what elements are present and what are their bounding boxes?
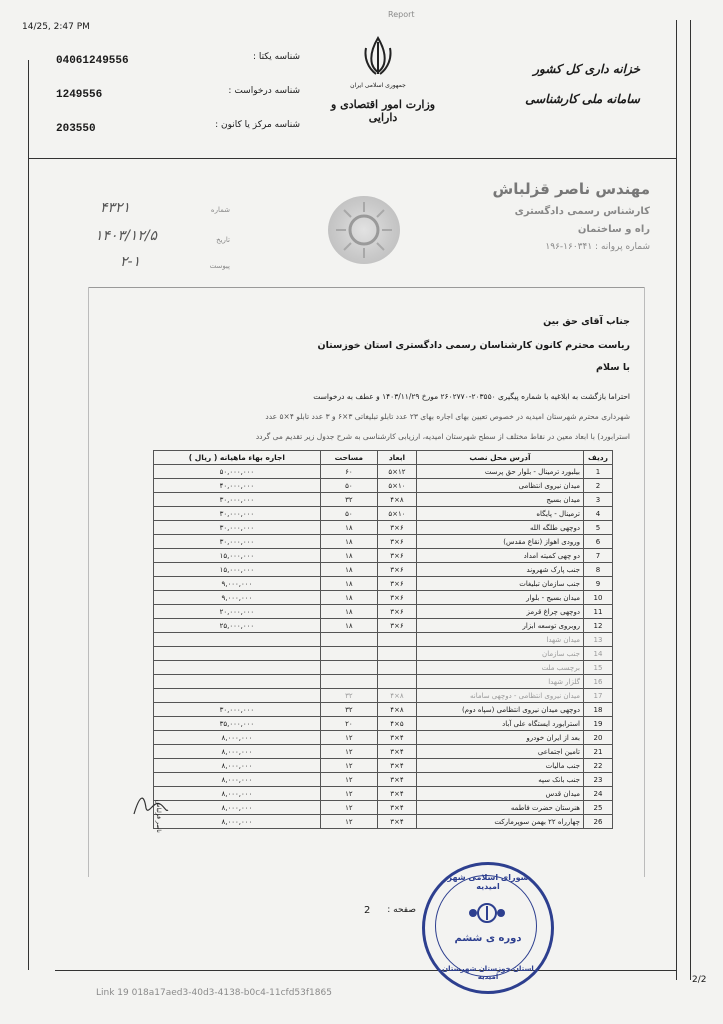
row-rent: ۵۰,۰۰۰,۰۰۰ xyxy=(154,465,321,479)
row-address: استرابورد ایستگاه علی آباد xyxy=(417,717,584,731)
row-rent: ۸,۰۰۰,۰۰۰ xyxy=(154,773,321,787)
row-address: جنب مالیات xyxy=(417,759,584,773)
row-rent: ۸,۰۰۰,۰۰۰ xyxy=(154,787,321,801)
rent-table xyxy=(153,450,613,829)
table-row xyxy=(154,675,613,689)
row-number: 12 xyxy=(584,619,613,633)
row-dims: ۴×۳ xyxy=(377,815,416,829)
row-dims: ۴×۳ xyxy=(377,731,416,745)
row-number: 23 xyxy=(584,773,613,787)
request-id-value: 1249556 xyxy=(56,89,103,101)
row-area xyxy=(320,661,377,675)
table-row xyxy=(154,717,613,731)
row-dims: ۸×۴ xyxy=(377,703,416,717)
col-area: مساحت xyxy=(320,451,377,465)
greeting: با سلام xyxy=(596,362,630,373)
row-rent xyxy=(154,633,321,647)
row-rent: ۸,۰۰۰,۰۰۰ xyxy=(154,731,321,745)
table-row xyxy=(154,787,613,801)
engineer-title: کارشناس رسمی دادگستری xyxy=(514,206,650,217)
row-number: 25 xyxy=(584,801,613,815)
row-dims: ۴×۳ xyxy=(377,745,416,759)
row-number: 14 xyxy=(584,647,613,661)
row-rent: ۳۵,۰۰۰,۰۰۰ xyxy=(154,717,321,731)
table-row xyxy=(154,563,613,577)
center-id-value: 203550 xyxy=(56,123,96,135)
row-address: دوچهی میدان نیروی انتظامی (سپاه دوم) xyxy=(417,703,584,717)
row-dims: ۴×۳ xyxy=(377,773,416,787)
row-area: ۵۰ xyxy=(320,507,377,521)
row-address: میدان بسیج - بلوار xyxy=(417,591,584,605)
table-row xyxy=(154,703,613,717)
row-dims xyxy=(377,633,416,647)
date-label: تاریخ xyxy=(216,236,230,244)
row-address: جنب پارک شهروند xyxy=(417,563,584,577)
center-id-label: شناسه مرکز یا کانون : xyxy=(215,120,300,130)
row-address: برچسب ملت xyxy=(417,661,584,675)
row-number: 19 xyxy=(584,717,613,731)
row-number: 1 xyxy=(584,465,613,479)
row-area: ۱۸ xyxy=(320,549,377,563)
row-rent: ۲۵,۰۰۰,۰۰۰ xyxy=(154,619,321,633)
treasury-name: خزانه داری کل کشور xyxy=(533,62,640,76)
table-row xyxy=(154,745,613,759)
row-dims: ۱۰×۵ xyxy=(377,479,416,493)
row-address: هنرستان حضرت فاطمه xyxy=(417,801,584,815)
emblem-caption: جمهوری اسلامی ایران xyxy=(350,82,406,89)
row-rent: ۳۰,۰۰۰,۰۰۰ xyxy=(154,507,321,521)
license-number: شماره پروانه : ۱۶۰۳۴۱-۱۹۶ xyxy=(545,242,650,252)
date-value: ۱۴۰۳/۱۲/۵ xyxy=(95,228,158,244)
page-count: 2/2 xyxy=(692,975,707,985)
row-area: ۱۸ xyxy=(320,577,377,591)
row-area: ۱۸ xyxy=(320,591,377,605)
row-number: 15 xyxy=(584,661,613,675)
row-rent: ۸,۰۰۰,۰۰۰ xyxy=(154,759,321,773)
row-dims: ۴×۳ xyxy=(377,787,416,801)
row-area xyxy=(320,647,377,661)
table-row xyxy=(154,759,613,773)
page-label: صفحه : xyxy=(387,905,416,915)
table-row xyxy=(154,633,613,647)
row-area: ۳۲ xyxy=(320,703,377,717)
table-row xyxy=(154,619,613,633)
row-rent xyxy=(154,675,321,689)
justice-logo-icon xyxy=(328,196,400,264)
seal-top-text: شورای اسلامی شهر امیدیه xyxy=(447,873,529,891)
row-number: 8 xyxy=(584,563,613,577)
ministry-name: وزارت امور اقتصادی و دارایی xyxy=(330,98,436,124)
row-address: تامین اجتماعی xyxy=(417,745,584,759)
row-address: جنب بانک سپه xyxy=(417,773,584,787)
attachment-value: ۲-۱ xyxy=(120,254,141,270)
row-rent: ۴۰,۰۰۰,۰۰۰ xyxy=(154,479,321,493)
row-number: 3 xyxy=(584,493,613,507)
row-area: ۱۲ xyxy=(320,773,377,787)
seal-bottom-text: استان خوزستان شهرستان امیدیه xyxy=(442,965,534,981)
row-area: ۱۲ xyxy=(320,787,377,801)
row-address: روبروی توسعه ابزار xyxy=(417,619,584,633)
table-row xyxy=(154,493,613,507)
row-dims: ۶×۳ xyxy=(377,563,416,577)
row-rent: ۳۰,۰۰۰,۰۰۰ xyxy=(154,535,321,549)
row-dims: ۶×۳ xyxy=(377,549,416,563)
row-address: گلزار شهدا xyxy=(417,675,584,689)
row-number: 17 xyxy=(584,689,613,703)
row-dims: ۱۲×۵ xyxy=(377,465,416,479)
engineer-field: راه و ساختمان xyxy=(577,224,650,235)
row-number: 6 xyxy=(584,535,613,549)
table-row xyxy=(154,521,613,535)
row-rent: ۸,۰۰۰,۰۰۰ xyxy=(154,815,321,829)
table-row xyxy=(154,591,613,605)
row-area: ۱۸ xyxy=(320,535,377,549)
col-rent: اجاره بهاء ماهیانه ( ریال ) xyxy=(154,451,321,465)
row-rent: ۳۰,۰۰۰,۰۰۰ xyxy=(154,493,321,507)
system-name: سامانه ملی کارشناسی xyxy=(525,92,640,106)
table-row xyxy=(154,647,613,661)
row-rent: ۱۵,۰۰۰,۰۰۰ xyxy=(154,549,321,563)
row-dims: ۵×۴ xyxy=(377,717,416,731)
table-row xyxy=(154,801,613,815)
row-dims: ۶×۳ xyxy=(377,521,416,535)
table-row xyxy=(154,731,613,745)
row-number: 13 xyxy=(584,633,613,647)
row-dims: ۱۰×۵ xyxy=(377,507,416,521)
row-dims: ۶×۳ xyxy=(377,577,416,591)
row-dims xyxy=(377,647,416,661)
table-row xyxy=(154,507,613,521)
row-dims: ۶×۳ xyxy=(377,591,416,605)
row-rent: ۸,۰۰۰,۰۰۰ xyxy=(154,745,321,759)
row-number: 7 xyxy=(584,549,613,563)
row-dims: ۶×۳ xyxy=(377,619,416,633)
row-rent: ۲۰,۰۰۰,۰۰۰ xyxy=(154,605,321,619)
unique-id-value: 04061249556 xyxy=(56,55,129,67)
table-row xyxy=(154,479,613,493)
row-number: 18 xyxy=(584,703,613,717)
row-area: ۱۸ xyxy=(320,619,377,633)
unique-id-label: شناسه یکتا : xyxy=(252,52,300,62)
row-rent: ۳۰,۰۰۰,۰۰۰ xyxy=(154,521,321,535)
table-row xyxy=(154,577,613,591)
row-number: 5 xyxy=(584,521,613,535)
row-number: 11 xyxy=(584,605,613,619)
row-area: ۱۸ xyxy=(320,563,377,577)
row-rent: ۸,۰۰۰,۰۰۰ xyxy=(154,801,321,815)
table-row xyxy=(154,465,613,479)
row-rent: ۹,۰۰۰,۰۰۰ xyxy=(154,577,321,591)
row-area: ۱۲ xyxy=(320,745,377,759)
row-address: دوچهی طلگه الله xyxy=(417,521,584,535)
table-header-row xyxy=(154,451,613,465)
row-area: ۲۰ xyxy=(320,717,377,731)
row-number: 22 xyxy=(584,759,613,773)
request-id-label: شناسه درخواست : xyxy=(228,86,300,96)
table-row xyxy=(154,773,613,787)
signature-name: ناصر قزلباش xyxy=(155,800,162,833)
row-area: ۱۲ xyxy=(320,731,377,745)
row-area: ۳۲ xyxy=(320,493,377,507)
row-address: ترمینال - پایگاه xyxy=(417,507,584,521)
table-row xyxy=(154,549,613,563)
row-number: 10 xyxy=(584,591,613,605)
row-rent xyxy=(154,689,321,703)
row-address: میدان بسیج xyxy=(417,493,584,507)
row-address: چهارراه ۲۲ بهمن سوپرمارکت xyxy=(417,815,584,829)
row-number: 9 xyxy=(584,577,613,591)
row-address: میدان شهدا xyxy=(417,633,584,647)
council-seal xyxy=(422,862,554,994)
salutation-office: ریاست محترم کانون کارشناسان رسمی دادگستری استان خوزستان xyxy=(317,340,630,351)
row-rent: ۹,۰۰۰,۰۰۰ xyxy=(154,591,321,605)
table-row xyxy=(154,815,613,829)
row-number: 4 xyxy=(584,507,613,521)
row-dims xyxy=(377,661,416,675)
table-row xyxy=(154,661,613,675)
attachment-label: پیوست xyxy=(209,262,230,270)
table-row xyxy=(154,535,613,549)
row-address: دوچهی چراغ قرمز xyxy=(417,605,584,619)
row-dims: ۶×۳ xyxy=(377,535,416,549)
row-dims: ۸×۴ xyxy=(377,493,416,507)
row-dims: ۴×۳ xyxy=(377,759,416,773)
row-number: 21 xyxy=(584,745,613,759)
row-area: ۶۰ xyxy=(320,465,377,479)
document-id: Link 19 018a17aed3-40d3-4138-b0c4-11cfd53f1865 xyxy=(96,988,332,998)
row-area: ۳۲ xyxy=(320,689,377,703)
page-number: 2 xyxy=(364,905,371,916)
row-address: بیلبورد ترمینال - بلوار حق پرست xyxy=(417,465,584,479)
row-dims xyxy=(377,675,416,689)
print-timestamp: 14/25, 2:47 PM xyxy=(22,22,90,32)
body-line-1: احتراما بازگشت به ابلاغیه با شماره پیگیری ۲۰۳۵۵۰-۲۶۰۲۷۷۰ مورخ ۱۴۰۳/۱۱/۲۹ و عطف به درخواست xyxy=(313,392,630,401)
row-address: میدان نیروی انتظامی xyxy=(417,479,584,493)
ref-number-label: شماره xyxy=(210,206,230,214)
table-row xyxy=(154,605,613,619)
body-line-3: استرابورد) با ابعاد معین در نقاط مختلف از سطح شهرستان امیدیه، ارزیابی کارشناسی به شرح جدول زیر تقدیم می گردد xyxy=(255,432,630,441)
row-rent xyxy=(154,661,321,675)
row-address: ورودی اهواز (نقاع مقدس) xyxy=(417,535,584,549)
row-number: 2 xyxy=(584,479,613,493)
row-dims: ۴×۳ xyxy=(377,801,416,815)
iran-emblem-icon xyxy=(358,34,398,78)
row-number: 26 xyxy=(584,815,613,829)
row-rent: ۱۵,۰۰۰,۰۰۰ xyxy=(154,563,321,577)
col-dims: ابعاد xyxy=(377,451,416,465)
row-address: دو چهی کمیته امداد xyxy=(417,549,584,563)
row-area xyxy=(320,675,377,689)
seal-middle-text: دوره ی ششم xyxy=(454,933,522,944)
row-number: 20 xyxy=(584,731,613,745)
row-area: ۱۸ xyxy=(320,521,377,535)
report-label: Report xyxy=(388,10,415,19)
row-dims: ۸×۴ xyxy=(377,689,416,703)
row-area xyxy=(320,633,377,647)
row-address: میدان نیروی انتظامی - دوچهی سامانه xyxy=(417,689,584,703)
row-address: میدان قدس xyxy=(417,787,584,801)
seal-emblem-icon xyxy=(467,899,507,927)
engineer-name: مهندس ناصر قزلباش xyxy=(492,180,650,198)
row-area: ۱۲ xyxy=(320,815,377,829)
row-area: ۱۸ xyxy=(320,605,377,619)
col-address: آدرس محل نصب xyxy=(417,451,584,465)
row-rent xyxy=(154,647,321,661)
row-address: بعد از ایران خودرو xyxy=(417,731,584,745)
row-area: ۵۰ xyxy=(320,479,377,493)
row-address: جنب سازمان تبلیغات xyxy=(417,577,584,591)
row-rent: ۳۰,۰۰۰,۰۰۰ xyxy=(154,703,321,717)
row-area: ۱۲ xyxy=(320,759,377,773)
ref-number-value: ۴۳۲۱ xyxy=(100,200,131,216)
row-number: 16 xyxy=(584,675,613,689)
row-number: 24 xyxy=(584,787,613,801)
table-row xyxy=(154,689,613,703)
row-area: ۱۲ xyxy=(320,801,377,815)
body-line-2: شهرداری محترم شهرستان امیدیه در خصوص تعیین بهای اجاره بهای ۲۳ عدد تابلو تبلیغاتی ۳×۶ و ۳ عدد تابلو ۴×۵ عدد xyxy=(265,412,630,421)
row-dims: ۶×۳ xyxy=(377,605,416,619)
salutation-recipient: جناب آقای حق بین xyxy=(543,316,630,327)
row-address: جنب سازمان xyxy=(417,647,584,661)
col-row: ردیف xyxy=(584,451,613,465)
